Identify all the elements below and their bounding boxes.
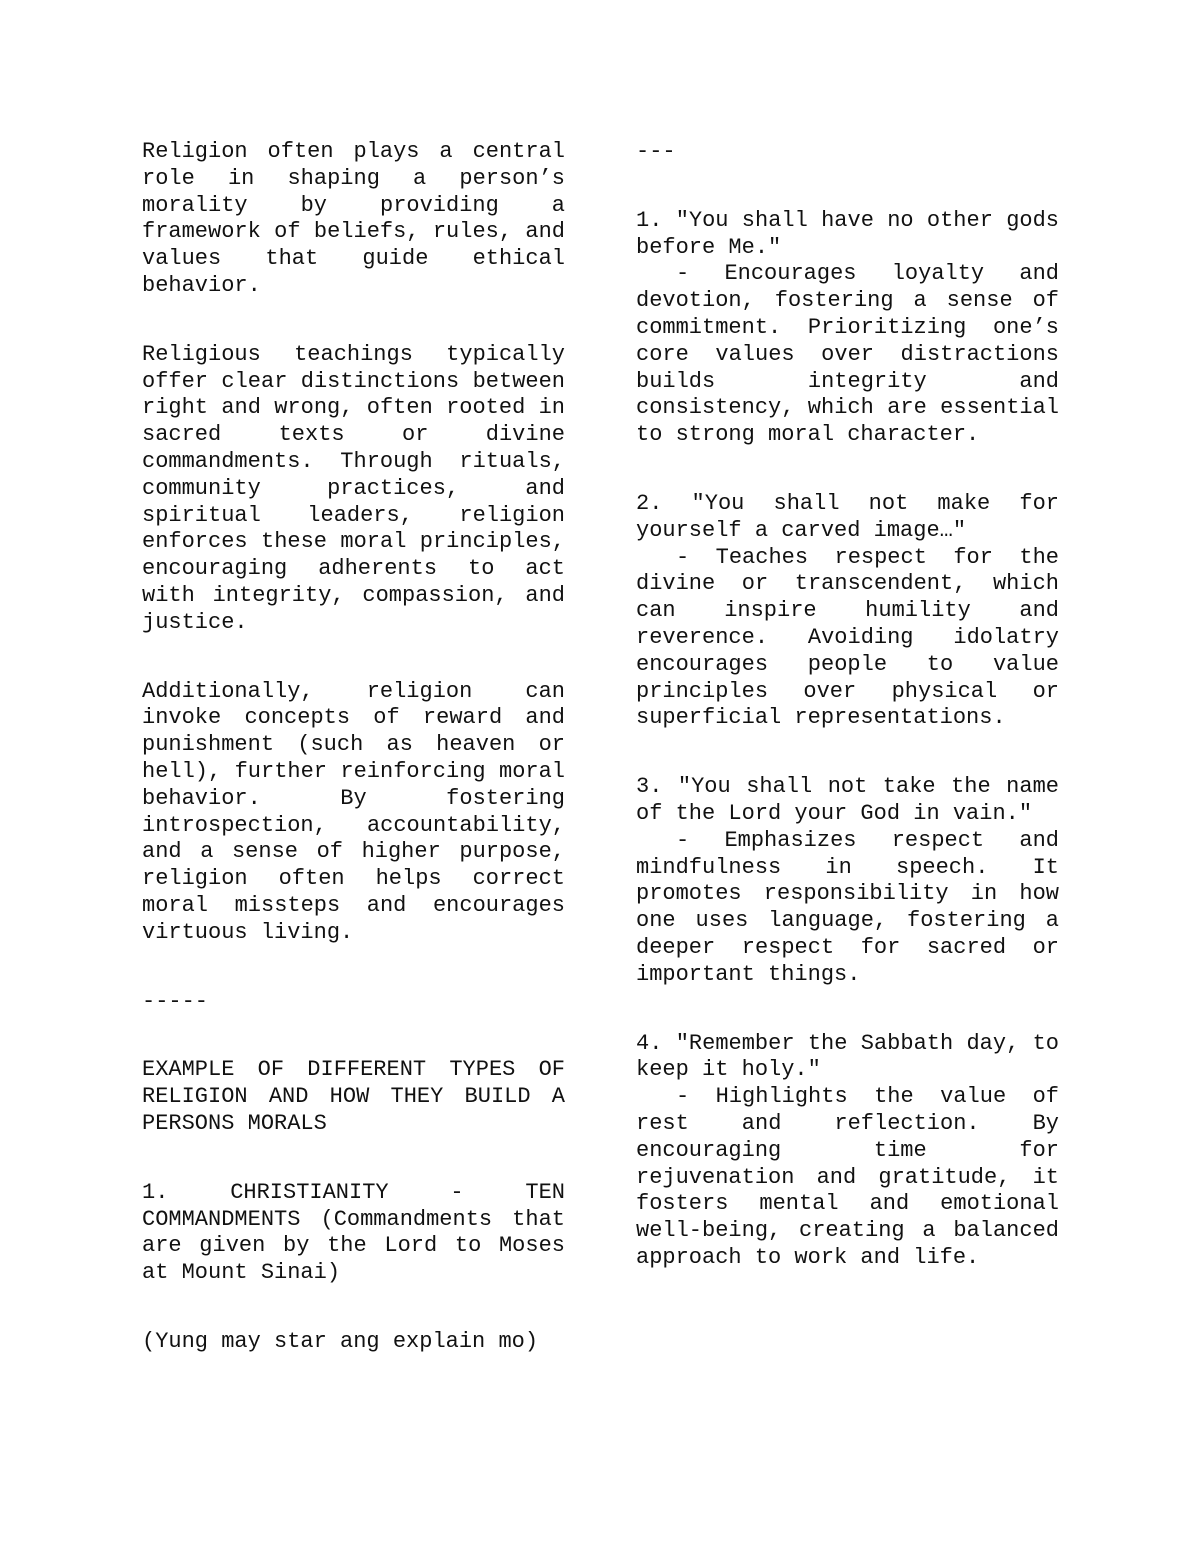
commandment-title: 3. "You shall not take the name of the Lord your God in vain." (636, 774, 1059, 826)
commandment-item (636, 208, 1059, 449)
commandment-item (636, 774, 1059, 988)
section-heading: EXAMPLE OF DIFFERENT TYPES OF RELIGION AND HOW THEY BUILD A PERSONS MORALS (142, 1057, 565, 1136)
commandment-item (636, 1031, 1059, 1272)
teachings-paragraph: Religious teachings typically offer clear distinctions between right and wrong, often rooted in sacred texts or divine commandments. Through rituals, community practices, and spiritual leaders, religion enforces these moral principles, encouraging adherents to act with integrity, compassion, and justice. (142, 341, 565, 635)
left-column (142, 139, 565, 1398)
top-separator: --- (636, 139, 676, 164)
commandment-title: 4. "Remember the Sabbath day, to keep it holy." (636, 1030, 1059, 1083)
author-note: (Yung may star ang explain mo) (142, 1328, 539, 1354)
commandment-explanation: - Teaches respect for the divine or transcendent, which can inspire humility and reverence. Avoiding idolatry encourages people to value principles over physical or superficial representations. (636, 544, 1059, 731)
reward-paragraph: Additionally, religion can invoke concepts of reward and punishment (such as heaven or hell), further reinforcing moral behavior. By fostering introspection, accountability, and a sense of higher purpose, religion often helps correct moral missteps and encourages virtuous living. (142, 678, 565, 945)
christianity-heading: 1. CHRISTIANITY - TEN COMMANDMENTS (Commandments that are given by the Lord to Moses at Mount Sinai) (142, 1179, 565, 1286)
intro-paragraph: Religion often plays a central role in shaping a person’s morality by providing a framework of beliefs, rules, and values that guide ethical behavior. (142, 139, 565, 298)
section-separator: ----- (142, 988, 209, 1014)
commandment-explanation: - Highlights the value of rest and reflection. By encouraging time for rejuvenation and gratitude, it fosters mental and emotional well-being, creating a balanced approach to work and life. (636, 1084, 1059, 1270)
commandment-title: 1. "You shall have no other gods before Me." (636, 207, 1059, 260)
commandment-item (636, 491, 1059, 732)
commandment-explanation: - Encourages loyalty and devotion, fostering a sense of commitment. Prioritizing one’s core values over distractions builds integrity and consistency, which are essential to strong moral character. (636, 261, 1059, 448)
right-column (636, 139, 1059, 1314)
commandment-title: 2. "You shall not make for yourself a carved image…" (636, 490, 1059, 543)
commandment-explanation: - Emphasizes respect and mindfulness in speech. It promotes responsibility in how one uses language, fostering a deeper respect for sacred or important things. (636, 827, 1059, 987)
